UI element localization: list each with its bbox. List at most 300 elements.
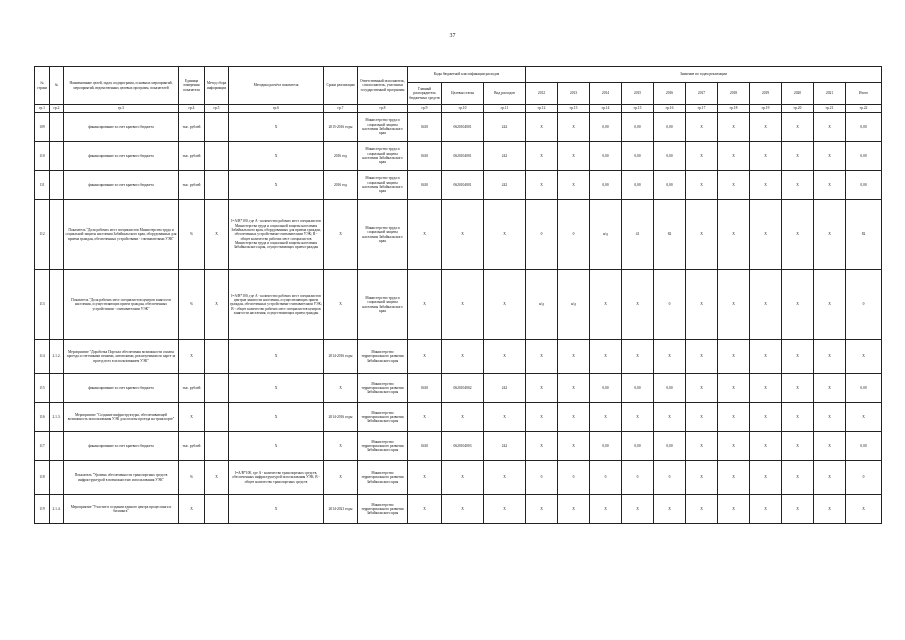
table-cell: Х xyxy=(442,340,484,374)
table-cell: Х xyxy=(558,340,590,374)
header-year: 2014 xyxy=(590,83,622,105)
table-cell xyxy=(205,495,229,524)
table-cell: Х xyxy=(782,171,814,200)
table-cell: Х xyxy=(179,403,205,432)
table-row xyxy=(35,461,882,495)
column-number-cell: гр.5 xyxy=(205,105,229,113)
table-cell: тыс. рублей xyxy=(179,142,205,171)
table-cell: 0,00 xyxy=(654,171,686,200)
table-cell: Х xyxy=(750,432,782,461)
table-cell: 242 xyxy=(484,374,526,403)
table-cell: Министерство труда и социальной защиты населения Забайкальского края xyxy=(358,113,408,142)
table-cell: Х xyxy=(179,340,205,374)
table-cell: Х xyxy=(324,200,358,270)
table-cell: Х xyxy=(205,200,229,270)
table-cell xyxy=(205,171,229,200)
table-cell: Х xyxy=(526,340,558,374)
row-number-cell: 114 xyxy=(35,340,50,374)
table-cell: 0620104003 xyxy=(442,432,484,461)
table-cell: Министерство территориального развития Забайкальского края xyxy=(358,432,408,461)
table-cell: Х xyxy=(622,403,654,432)
table-cell: Х xyxy=(718,200,750,270)
table-cell: 82 xyxy=(654,200,686,270)
table-cell: 2.1.2. xyxy=(50,340,64,374)
row-number-cell: 112 xyxy=(35,200,50,270)
table-cell: Х xyxy=(408,200,442,270)
table-cell xyxy=(50,461,64,495)
header-period: Сроки реализации xyxy=(324,67,358,105)
table-cell: Х xyxy=(324,432,358,461)
row-number-cell: 118 xyxy=(35,461,50,495)
table-row xyxy=(35,340,882,374)
table-row xyxy=(35,171,882,200)
table-cell: 242 xyxy=(484,171,526,200)
table-cell: Х xyxy=(686,461,718,495)
table-cell: Х xyxy=(654,495,686,524)
table-cell: Х xyxy=(590,340,622,374)
row-name-cell: Показатель "Доля рабочих мест специалистов центров занятости населения, осуществляющих прием граждан, обеспеченных устройствами - считывателями УЭК" xyxy=(64,270,179,340)
table-cell: Х xyxy=(686,340,718,374)
table-cell xyxy=(205,142,229,171)
table-header xyxy=(35,67,882,113)
table-body xyxy=(35,113,882,524)
table-cell: 0,00 xyxy=(654,142,686,171)
table-cell: Х xyxy=(782,374,814,403)
table-cell: 41 xyxy=(622,200,654,270)
table-cell: 0410 xyxy=(408,142,442,171)
column-number-cell: гр.4 xyxy=(179,105,205,113)
table-cell: 0,00 xyxy=(622,432,654,461)
header-responsible: Ответственный исполнитель, соисполнитель, участники государственной программы xyxy=(358,67,408,105)
table-cell: Х xyxy=(718,270,750,340)
row-name-cell: Мероприятие "Участие в создании единого центра процессинга и биллинга" xyxy=(64,495,179,524)
table-cell: 2014-2016 годы xyxy=(324,403,358,432)
table-cell: Х xyxy=(750,171,782,200)
table-cell: н/д xyxy=(526,270,558,340)
table-cell xyxy=(50,270,64,340)
table-cell: Х xyxy=(750,200,782,270)
table-cell: Х xyxy=(526,495,558,524)
table-cell: Х xyxy=(846,340,882,374)
table-cell: Х xyxy=(442,270,484,340)
row-name-cell: Показатель "Уровень обеспеченности транспортных средств инфраструктурой в возможностью использования УЭК" xyxy=(64,461,179,495)
table-cell: 0 xyxy=(654,270,686,340)
table-cell: Х xyxy=(229,142,324,171)
table-cell: 0 xyxy=(526,461,558,495)
table-cell: Х xyxy=(718,403,750,432)
table-cell: Х xyxy=(590,270,622,340)
header-year: 2016 xyxy=(654,83,686,105)
table-cell: 0,00 xyxy=(590,374,622,403)
table-cell: 242 xyxy=(484,142,526,171)
row-name-cell: финансирование за счет краевого бюджета xyxy=(64,142,179,171)
table-cell xyxy=(205,374,229,403)
table-cell: Х xyxy=(782,403,814,432)
table-cell: Х xyxy=(782,142,814,171)
table-cell: 2.1.3. xyxy=(50,403,64,432)
header-total: Итого xyxy=(846,83,882,105)
table-cell: Х xyxy=(814,270,846,340)
table-cell: Х xyxy=(718,142,750,171)
header-budget-group: Коды бюджетной классификации расходов xyxy=(408,67,526,83)
row-name-cell: финансирование за счет краевого бюджета xyxy=(64,113,179,142)
table-cell: Министерство территориального развития Забайкальского края xyxy=(358,403,408,432)
table-cell: Х xyxy=(686,200,718,270)
table-cell: Х xyxy=(750,403,782,432)
table-cell: Х xyxy=(558,171,590,200)
column-number-cell: гр.8 xyxy=(358,105,408,113)
table-cell: Министерство труда и социальной защиты населения Забайкальского края xyxy=(358,200,408,270)
table-cell: Х xyxy=(782,461,814,495)
table-cell: Министерство территориального развития Забайкальского края xyxy=(358,340,408,374)
header-grbs: Главный распорядитель бюджетных средств xyxy=(408,83,442,105)
table-cell: Х xyxy=(686,113,718,142)
table-row xyxy=(35,403,882,432)
table-cell: Х xyxy=(408,403,442,432)
table-cell: Х xyxy=(558,142,590,171)
table-cell: Х xyxy=(484,200,526,270)
row-number-cell: 110 xyxy=(35,142,50,171)
table-cell: н/д xyxy=(590,200,622,270)
table-cell: Х xyxy=(814,142,846,171)
header-type: Вид расходов xyxy=(484,83,526,105)
table-cell: % xyxy=(179,270,205,340)
table-cell: Х xyxy=(558,403,590,432)
table-cell: 0,00 xyxy=(590,113,622,142)
table-cell: Х xyxy=(814,113,846,142)
program-table xyxy=(34,66,882,524)
table-row xyxy=(35,374,882,403)
column-number-cell: гр.1 xyxy=(35,105,50,113)
table-cell: тыс. рублей xyxy=(179,113,205,142)
table-cell: 0,00 xyxy=(590,171,622,200)
table-cell: Х xyxy=(526,432,558,461)
table-cell: 82 xyxy=(846,200,882,270)
table-cell: Х xyxy=(814,403,846,432)
table-cell: Х xyxy=(654,403,686,432)
table-cell: Х xyxy=(686,432,718,461)
column-number-cell: гр.14 xyxy=(590,105,622,113)
table-cell: 242 xyxy=(484,432,526,461)
table-cell: Х xyxy=(205,270,229,340)
table-cell: Х xyxy=(718,461,750,495)
header-no: № xyxy=(50,67,64,105)
table-cell: Х xyxy=(814,340,846,374)
table-cell: 0410 xyxy=(408,374,442,403)
header-years-group: Значение по годам реализации xyxy=(526,67,882,83)
table-cell xyxy=(205,432,229,461)
table-cell: 2.1.4. xyxy=(50,495,64,524)
column-number-cell: гр.9 xyxy=(408,105,442,113)
table-cell: Х xyxy=(718,495,750,524)
table-cell: 0,00 xyxy=(590,432,622,461)
table-cell: Х xyxy=(324,374,358,403)
table-cell: 0620104002 xyxy=(442,374,484,403)
table-cell: 0,00 xyxy=(590,142,622,171)
table-cell: н/д xyxy=(558,270,590,340)
column-number-cell: гр.7 xyxy=(324,105,358,113)
table-cell xyxy=(50,142,64,171)
table-cell: Х xyxy=(484,495,526,524)
table-cell: Х xyxy=(558,432,590,461)
table-cell: Министерство территориального развития Забайкальского края xyxy=(358,495,408,524)
table-cell: Х xyxy=(179,495,205,524)
table-cell: Х xyxy=(229,171,324,200)
table-cell: Х xyxy=(205,461,229,495)
column-number-cell: гр.3 xyxy=(64,105,179,113)
table-cell: 0410 xyxy=(408,113,442,142)
table-cell xyxy=(205,403,229,432)
table-cell: Х xyxy=(718,171,750,200)
table-cell: 0 xyxy=(526,200,558,270)
header-year: 2021 xyxy=(814,83,846,105)
table-cell: Х xyxy=(558,113,590,142)
table-cell: Х xyxy=(442,403,484,432)
table-cell: 242 xyxy=(484,113,526,142)
table-cell: Х xyxy=(526,142,558,171)
table-cell: Х xyxy=(229,374,324,403)
table-cell: 0 xyxy=(558,200,590,270)
table-cell: Х xyxy=(686,270,718,340)
table-cell: Х xyxy=(814,200,846,270)
header-name: Наименование целей, задач, подпрограмм, основных мероприятий, мероприятий, ведомственных целевых программ, показателей xyxy=(64,67,179,105)
table-cell: 0,00 xyxy=(846,374,882,403)
table-cell: 0 xyxy=(846,270,882,340)
row-name-cell: Мероприятие "Создание инфраструктуры, обеспечивающей возможность использования УЭК для оплаты проезда на транспорте" xyxy=(64,403,179,432)
table-cell: 0,00 xyxy=(622,171,654,200)
row-name-cell: финансирование за счет краевого бюджета xyxy=(64,171,179,200)
table-cell: Министерство территориального развития Забайкальского края xyxy=(358,374,408,403)
table-cell: Х xyxy=(484,340,526,374)
table-cell: Х xyxy=(782,432,814,461)
table-cell: Х xyxy=(782,270,814,340)
table-cell: Х xyxy=(442,200,484,270)
table-row xyxy=(35,142,882,171)
table-cell: 0,00 xyxy=(622,142,654,171)
table-cell xyxy=(50,171,64,200)
table-row xyxy=(35,495,882,524)
table-cell: Х xyxy=(590,403,622,432)
table-cell: Х xyxy=(750,113,782,142)
table-cell: 0,00 xyxy=(622,374,654,403)
table-cell: Х xyxy=(324,461,358,495)
table-cell: Х xyxy=(526,374,558,403)
table-row xyxy=(35,113,882,142)
table-cell: Х xyxy=(229,495,324,524)
row-number-cell: 115 xyxy=(35,374,50,403)
table-cell: Х xyxy=(558,374,590,403)
table-cell: Х xyxy=(846,495,882,524)
column-number-cell: гр.21 xyxy=(814,105,846,113)
table-cell: Х xyxy=(622,495,654,524)
table-cell: Х xyxy=(590,495,622,524)
table-cell: Х xyxy=(484,461,526,495)
table-cell: Х xyxy=(814,495,846,524)
table-cell: 0410 xyxy=(408,171,442,200)
table-cell: 2014-2021 годы xyxy=(324,495,358,524)
table-cell: Х xyxy=(526,113,558,142)
table-cell: Х xyxy=(526,403,558,432)
table-cell: Х xyxy=(846,403,882,432)
table-cell: Х xyxy=(408,270,442,340)
row-number-cell: 109 xyxy=(35,113,50,142)
table-cell: 0,00 xyxy=(654,432,686,461)
column-number-cell: гр.22 xyxy=(846,105,882,113)
table-cell: Х xyxy=(782,495,814,524)
column-number-cell: гр.20 xyxy=(782,105,814,113)
table-cell: Х xyxy=(750,374,782,403)
header-article: Целевая статья xyxy=(442,83,484,105)
table-cell: Х xyxy=(814,171,846,200)
table-cell: Х xyxy=(782,340,814,374)
table-cell: Х xyxy=(484,270,526,340)
row-number-cell: 111 xyxy=(35,171,50,200)
table-cell: 0,00 xyxy=(654,374,686,403)
table-cell: 2015-2016 годы xyxy=(324,113,358,142)
column-number-cell: гр.11 xyxy=(484,105,526,113)
table-cell: 0 xyxy=(558,461,590,495)
table-cell: Х xyxy=(229,403,324,432)
table-cell: I=A/B*100, где A - количество рабочих мест специалистов центров занятости населения, осуществляющих прием граждан, обеспеченных устройствами-считывателями УЭК; B - общее количество рабочих мест специалистов центров занятости населения, осуществляющих прием граждан xyxy=(229,270,324,340)
table-cell: 0,00 xyxy=(846,171,882,200)
table-cell: Министерство труда и социальной защиты населения Забайкальского края xyxy=(358,171,408,200)
header-year: 2012 xyxy=(526,83,558,105)
table-cell: Х xyxy=(442,495,484,524)
table-cell: Министерство труда и социальной защиты населения Забайкальского края xyxy=(358,270,408,340)
table-cell: 0410 xyxy=(408,432,442,461)
table-cell: 0,00 xyxy=(654,113,686,142)
table-cell: Х xyxy=(814,461,846,495)
table-cell: Х xyxy=(408,461,442,495)
row-name-cell: финансирование за счет краевого бюджета xyxy=(64,432,179,461)
table-cell: % xyxy=(179,461,205,495)
table-cell: 2014-2016 годы xyxy=(324,340,358,374)
table-cell xyxy=(50,374,64,403)
table-cell: 0620104001 xyxy=(442,142,484,171)
table-cell: Х xyxy=(750,142,782,171)
table-cell: 0,00 xyxy=(622,113,654,142)
table-cell: Х xyxy=(324,270,358,340)
table-row xyxy=(35,432,882,461)
table-cell: Министерство труда и социальной защиты населения Забайкальского края xyxy=(358,142,408,171)
column-number-cell: гр.12 xyxy=(526,105,558,113)
row-number-cell: 117 xyxy=(35,432,50,461)
table-cell: Министерство территориального развития Забайкальского края xyxy=(358,461,408,495)
table-cell: тыс. рублей xyxy=(179,171,205,200)
table-cell: 0,00 xyxy=(846,432,882,461)
table-cell: 0 xyxy=(846,461,882,495)
row-name-cell: финансирование за счет краевого бюджета xyxy=(64,374,179,403)
row-name-cell: Показатель "Доля рабочих мест специалистов Министерства труда и социальной защиты населения Забайкальского края, оборудованных для приема граждан, обеспеченных устройствами - считывателями УЭК" xyxy=(64,200,179,270)
table-cell: I=A/B*100, где A - количество рабочих мест специалистов Министерства труда и социальной защиты населения Забайкальского края, оборудованных для приема граждан, обеспеченных устройствами-считывателями УЭК; B - общее количество рабочих мест специалистов Министерства труда и социальной защиты населения Забайкальского края, осуществляющих прием граждан xyxy=(229,200,324,270)
table-cell: Х xyxy=(686,495,718,524)
header-row-no: № строки xyxy=(35,67,50,105)
table-cell: 2016 год xyxy=(324,142,358,171)
table-cell: Х xyxy=(782,113,814,142)
column-number-cell: гр.6 xyxy=(229,105,324,113)
table-cell: Х xyxy=(229,432,324,461)
column-number-cell: гр.16 xyxy=(654,105,686,113)
table-cell: Х xyxy=(686,142,718,171)
table-cell: 0 xyxy=(654,461,686,495)
table-cell: тыс. рублей xyxy=(179,374,205,403)
table-cell: Х xyxy=(686,374,718,403)
column-number-cell: гр.19 xyxy=(750,105,782,113)
table-cell: Х xyxy=(750,495,782,524)
table-cell xyxy=(50,200,64,270)
table-cell: Х xyxy=(526,171,558,200)
table-cell: 0620104001 xyxy=(442,113,484,142)
table-cell: 0 xyxy=(590,461,622,495)
table-cell: Х xyxy=(229,113,324,142)
header-calc: Методика расчёта показателя xyxy=(229,67,324,105)
column-number-cell: гр.15 xyxy=(622,105,654,113)
table-cell: Х xyxy=(686,403,718,432)
table-cell: I=A/B*100, где A - количество транспортных средств, обеспеченных инфраструктурой использования УЭК; B - общее количество транспортных средств xyxy=(229,461,324,495)
header-year: 2020 xyxy=(782,83,814,105)
column-number-cell: гр.2 xyxy=(50,105,64,113)
table-cell: Х xyxy=(782,200,814,270)
table-cell: Х xyxy=(718,374,750,403)
row-name-cell: Мероприятие "Доработка Портала обеспечения возможности оплаты проезда и счетчиками пешими, литовскими, реализуемыми по карте за проезд всех в использованием УЭК" xyxy=(64,340,179,374)
table-cell: Х xyxy=(622,340,654,374)
header-year: 2013 xyxy=(558,83,590,105)
table-cell: Х xyxy=(814,432,846,461)
table-cell: Х xyxy=(814,374,846,403)
row-number-cell: 119 xyxy=(35,495,50,524)
column-number-row xyxy=(35,105,882,113)
table-cell: Х xyxy=(408,340,442,374)
table-cell: 0620104001 xyxy=(442,171,484,200)
header-year: 2018 xyxy=(718,83,750,105)
table-cell: Х xyxy=(558,495,590,524)
table-cell: Х xyxy=(718,113,750,142)
row-number-cell: 113 xyxy=(35,270,50,340)
table-row xyxy=(35,270,882,340)
page-number: 37 xyxy=(449,33,456,39)
table-cell xyxy=(50,432,64,461)
table-cell: Х xyxy=(750,270,782,340)
table-cell: % xyxy=(179,200,205,270)
table-cell: Х xyxy=(718,432,750,461)
table-cell: 0,00 xyxy=(846,113,882,142)
header-method: Метод сбора информации xyxy=(205,67,229,105)
table-cell: 0,00 xyxy=(846,142,882,171)
table-cell: тыс. рублей xyxy=(179,432,205,461)
table-cell xyxy=(205,113,229,142)
table-cell: Х xyxy=(622,270,654,340)
table-cell: Х xyxy=(750,461,782,495)
row-number-cell: 116 xyxy=(35,403,50,432)
column-number-cell: гр.17 xyxy=(686,105,718,113)
table-row xyxy=(35,200,882,270)
column-number-cell: гр.13 xyxy=(558,105,590,113)
table-cell: Х xyxy=(750,340,782,374)
column-number-cell: гр.18 xyxy=(718,105,750,113)
column-number-cell: гр.10 xyxy=(442,105,484,113)
table-cell: Х xyxy=(484,403,526,432)
table-cell: Х xyxy=(654,340,686,374)
header-unit: Единица измерения показателя xyxy=(179,67,205,105)
table-cell: 0 xyxy=(622,461,654,495)
header-year: 2019 xyxy=(750,83,782,105)
table-cell xyxy=(205,340,229,374)
table-cell xyxy=(50,113,64,142)
table-cell: Х xyxy=(718,340,750,374)
table-cell: Х xyxy=(442,461,484,495)
header-year: 2017 xyxy=(686,83,718,105)
table-cell: Х xyxy=(408,495,442,524)
